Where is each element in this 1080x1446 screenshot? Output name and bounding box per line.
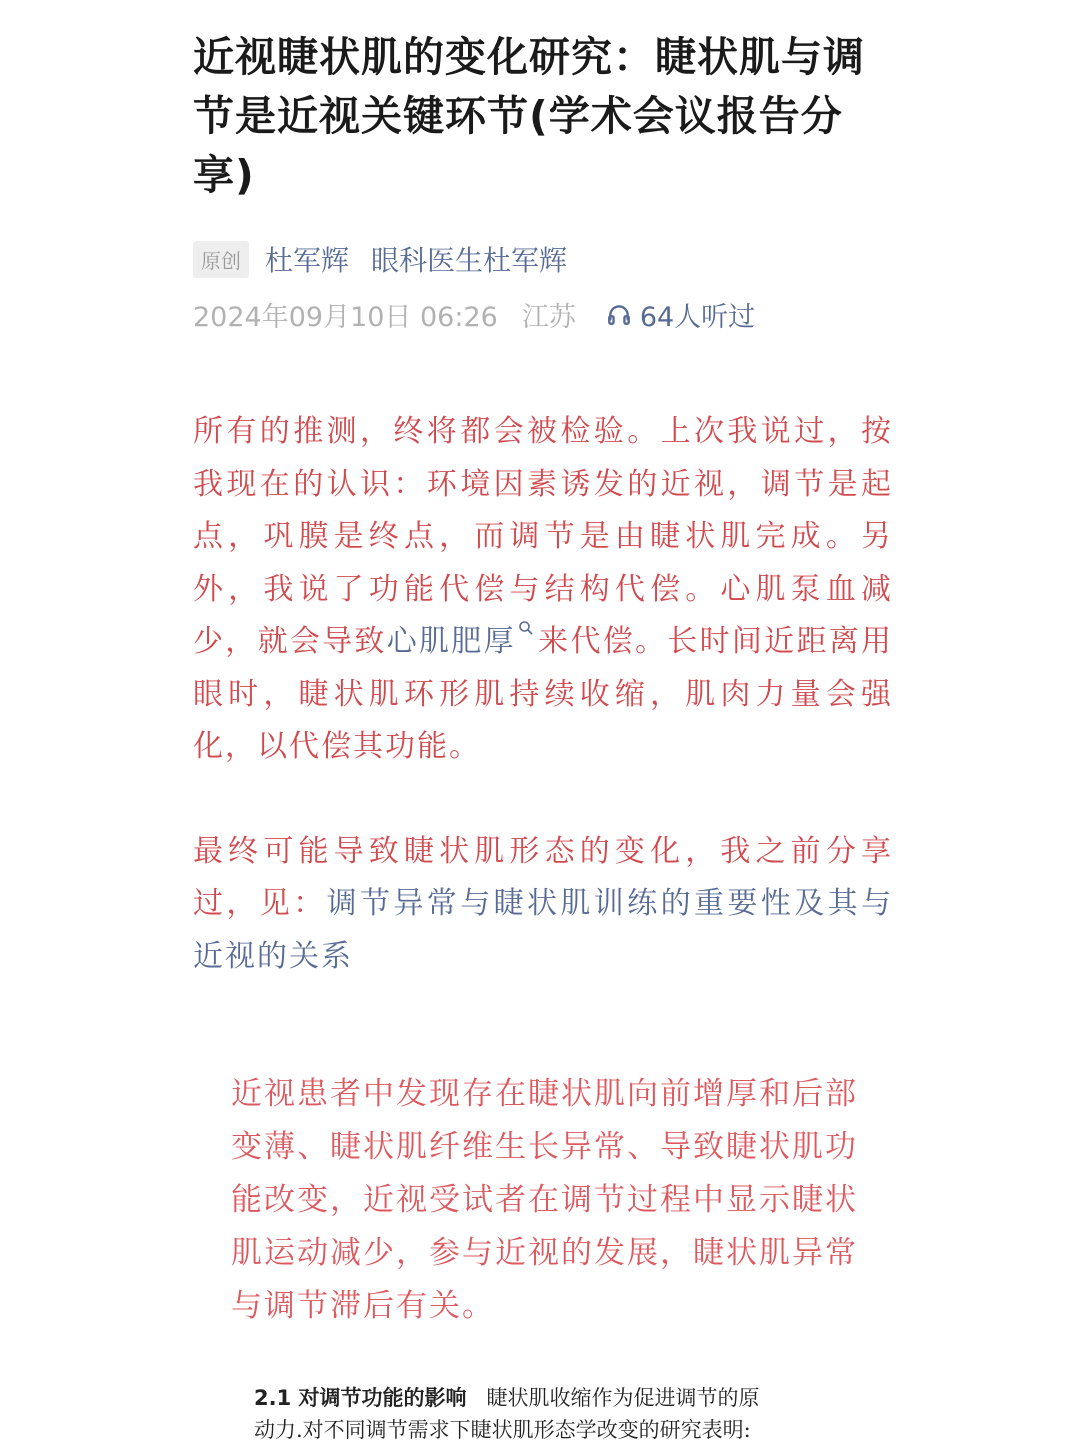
paper-line-1-text: 睫状肌收缩作为促进调节的原 bbox=[486, 1386, 760, 1410]
account-link[interactable]: 眼科医生杜军辉 bbox=[371, 244, 568, 277]
listen-button[interactable] bbox=[606, 295, 755, 334]
search-icon bbox=[518, 620, 534, 636]
paragraph-2 bbox=[193, 826, 893, 984]
listen-count: 64人听过 bbox=[639, 301, 756, 333]
article-title: 近视睫状肌的变化研究：睫状肌与调节是近视关键环节(学术会议报告分享) bbox=[193, 33, 865, 199]
publish-date: 2024年09月10日 06:26 bbox=[193, 301, 498, 333]
paper-line-2: 动力.对不同调节需求下睫状肌形态学改变的研究表明: bbox=[254, 1418, 751, 1442]
related-article-link[interactable]: 调节异常与睫状肌训练的重要性及其与近视的关系 bbox=[193, 886, 894, 974]
article bbox=[193, 28, 893, 983]
paragraph-1 bbox=[193, 406, 893, 774]
original-badge: 原创 bbox=[193, 241, 249, 278]
paragraph-1-tail: 来代偿。长时间近距离用眼时，睫状肌环形肌持续收缩，肌肉力量会强化，以代偿其功能。 bbox=[193, 624, 894, 764]
headphones-icon bbox=[606, 301, 632, 327]
quoted-image-text bbox=[231, 1068, 871, 1333]
paper-heading: 2.1 对调节功能的影响 bbox=[254, 1386, 467, 1410]
paper-excerpt bbox=[254, 1374, 894, 1446]
myocardial-hypertrophy-link[interactable] bbox=[387, 624, 538, 659]
paragraph-1-text: 所有的推测，终将都会被检验。上次我说过，按我现在的认识：环境因素诱发的近视，调节是起点，巩膜是终点，而调节是由睫状肌完成。另外，我说了功能代偿与结构代偿。心肌泵血减少，就会导致 bbox=[193, 414, 893, 659]
meta-row bbox=[193, 239, 893, 279]
location: 江苏 bbox=[521, 301, 576, 333]
quote-text: 近视患者中发现存在睫状肌向前增厚和后部变薄、睫状肌纤维生长异常、导致睫状肌功能改变，近视受试者在调节过程中显示睫状肌运动减少，参与近视的发展，睫状肌异常与调节滞后有关。 bbox=[231, 1076, 858, 1324]
paragraph-2-text: 最终可能导致睫状肌形态的变化，我之前分享过，见： bbox=[193, 833, 893, 921]
cropped-line bbox=[254, 1374, 894, 1382]
paper-line-1 bbox=[254, 1382, 894, 1414]
date-row bbox=[193, 294, 893, 334]
author-link[interactable]: 杜军辉 bbox=[265, 244, 350, 277]
link-text: 心肌肥厚 bbox=[386, 624, 516, 659]
